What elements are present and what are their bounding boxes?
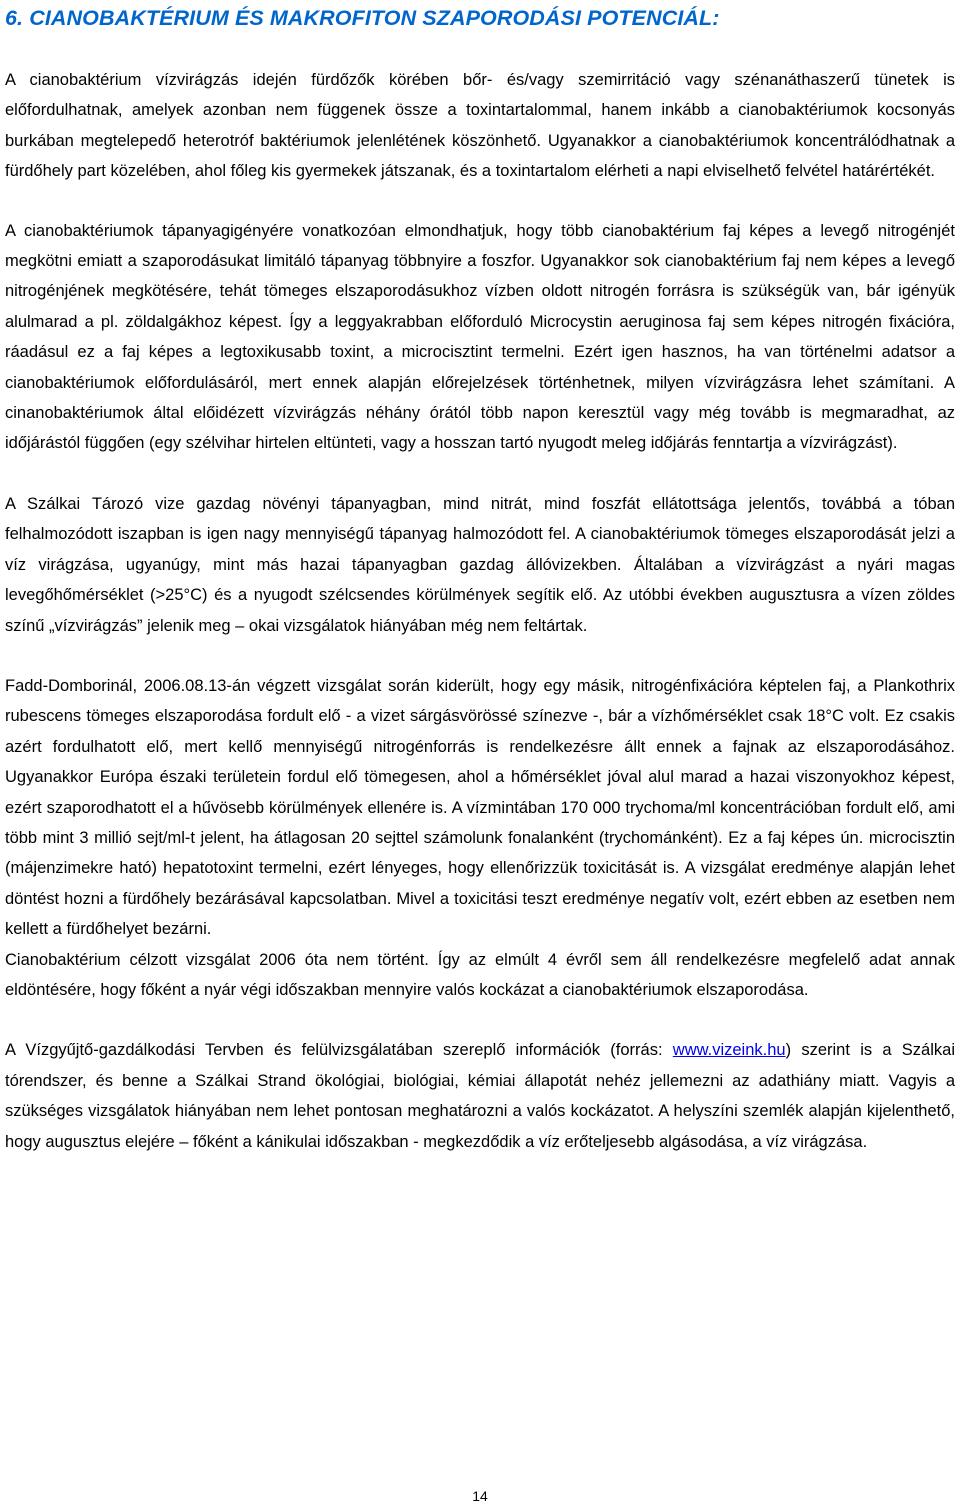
paragraph-fadd-dombori-study: Fadd-Domborinál, 2006.08.13-án végzett vizsgálat során kiderült, hogy egy másik, nitrogénfixációra képtelen faj, a Plankothrix rubescens tömeges elszaporodása fordult elő - a vizet sárgásvörössé színezve -, bár a vízhőmérséklet csak 18°C volt. Ez csakis azért fordulhatott elő, mert kellő mennyiségű nitrogénforrás is rendelkezésre állt ennek a fajnak az elszaporodásához. Ugyanakkor Európa északi területein fordul elő tömegesen, ahol a hőmérséklet jóval alul marad a hazai viszonyokhoz képest, ezért szaporodhatott el a hűvösebb körülmények ellenére is. A vízmintában 170 000 trychoma/ml koncentrációban fordult elő, ami több mint 3 millió sejt/ml-t jelent, ha átlagosan 20 sejttel számolunk fonalanként (trychománként). Ez a faj képes ún. microcisztin (májenzimekre ható) hepatotoxint termelni, ezért lényeges, hogy ellenőrizzük toxicitását is. A vizsgálat eredménye alapján lehet döntést hozni a fürdőhely bezárásával kapcsolatban. Mivel a toxicitási teszt eredménye negatív volt, ezért ebben az esetben nem kellett a fürdőhelyet bezárni. bbox=[5, 676, 955, 939]
document-page bbox=[5, 0, 955, 1157]
page-number: 14 bbox=[472, 1488, 488, 1504]
paragraph-no-targeted-study: Cianobaktérium célzott vizsgálat 2006 óta nem történt. Így az elmúlt 4 évről sem áll rendelkezésre megfelelő adat annak eldöntésére, hogy főként a nyár végi időszakban mennyire valós kockázat a cianobaktériumok elszaporodása. bbox=[5, 950, 955, 999]
section-heading: 6. CIANOBAKTÉRIUM ÉS MAKROFITON SZAPORODÁSI POTENCIÁL: bbox=[5, 6, 720, 30]
paragraph-water-management-plan bbox=[5, 1035, 955, 1157]
paragraph-skin-irritation: A cianobaktérium vízvirágzás idején fürdőzők körében bőr- és/vagy szemirritáció vagy szénanáthaszerű tünetek is előfordulhatnak, amelyek azonban nem függenek össze a toxintartalommal, hanem inkább a cianobaktériumok kocsonyás burkában megtelepedő heterotróf baktériumok jelenlétének köszönhető. Ugyanakkor a cianobaktériumok koncentrálódhatnak a fürdőhely part közelében, ahol főleg kis gyermekek játszanak, és a toxintartalom elérheti a napi elviselhető felvétel határértékét. bbox=[5, 71, 955, 181]
paragraph-szalkai-reservoir: A Szálkai Tározó vize gazdag növényi tápanyagban, mind nitrát, mind foszfát ellátottsága jelentős, továbbá a tóban felhalmozódott iszapban is igen nagy mennyiségű tápanyag halmozódott fel. A cianobaktériumok tömeges elszaporodását jelzi a víz virágzása, ugyanúgy, mint más hazai tápanyagban gazdag állóvizekben. Általában a vízvirágzást a nyári magas levegőhőmérséklet (>25°C) és a nyugodt szélcsendes körülmények segítik elő. Az utóbbi években augusztusra a vízen zöldes színű „vízvirágzás” jelenik meg – okai vizsgálatok hiányában még nem feltártak. bbox=[5, 494, 955, 635]
vizeink-link[interactable]: www.vizeink.hu bbox=[672, 1041, 786, 1060]
paragraph-nutrient-requirements: A cianobaktériumok tápanyagigényére vonatkozóan elmondhatjuk, hogy több cianobaktérium faj képes a levegő nitrogénjét megkötni emiatt a szaporodásukat limitáló tápanyag többnyire a foszfor. Ugyanakkor sok cianobaktérium faj nem képes a levegő nitrogénjének megkötésére, tehát tömeges elszaporodásukhoz vízben oldott nitrogén forrásra is szükségük van, bár igényük alulmarad a pl. zöldalgákhoz képest. Így a leggyakrabban előforduló Microcystin aeruginosa faj sem képes nitrogén fixációra, ráadásul ez a faj képes a legtoxikusabb toxint, a microcisztint termelni. Ezért igen hasznos, ha van történelmi adatsor a cianobaktériumok előfordulásáról, mert ennek alapján előrejelzések történhetnek, milyen vízvirágzásra lehet számítani. A cinanobaktériumok által előidézett vízvirágzás néhány órától több napon keresztül vagy még tovább is megmaradhat, az időjárástól függően (egy szélvihar hirtelen eltünteti, vagy a hosszan tartó nyugodt meleg időjárás fenntartja a vízvirágzást). bbox=[5, 221, 955, 453]
paragraph-text-before-link: A Vízgyűjtő-gazdálkodási Tervben és felülvizsgálatában szereplő információk (forrás: bbox=[5, 1041, 673, 1060]
paragraph-text-after-link: ) szerint is a Szálkai tórendszer, és benne a Szálkai Strand ökológiai, biológiai, kémiai állapotát nehéz jellemezni az adathiány miatt. Vagyis a szükséges vizsgálatok hiányában nem lehet pontosan meghatározni a valós kockázatot. A helyszíni szemlék alapján kijelenthető, hogy augusztus elejére – főként a kánikulai időszakban - megkezdődik a víz erőteljesebb algásodása, a víz virágzása. bbox=[5, 1041, 955, 1151]
